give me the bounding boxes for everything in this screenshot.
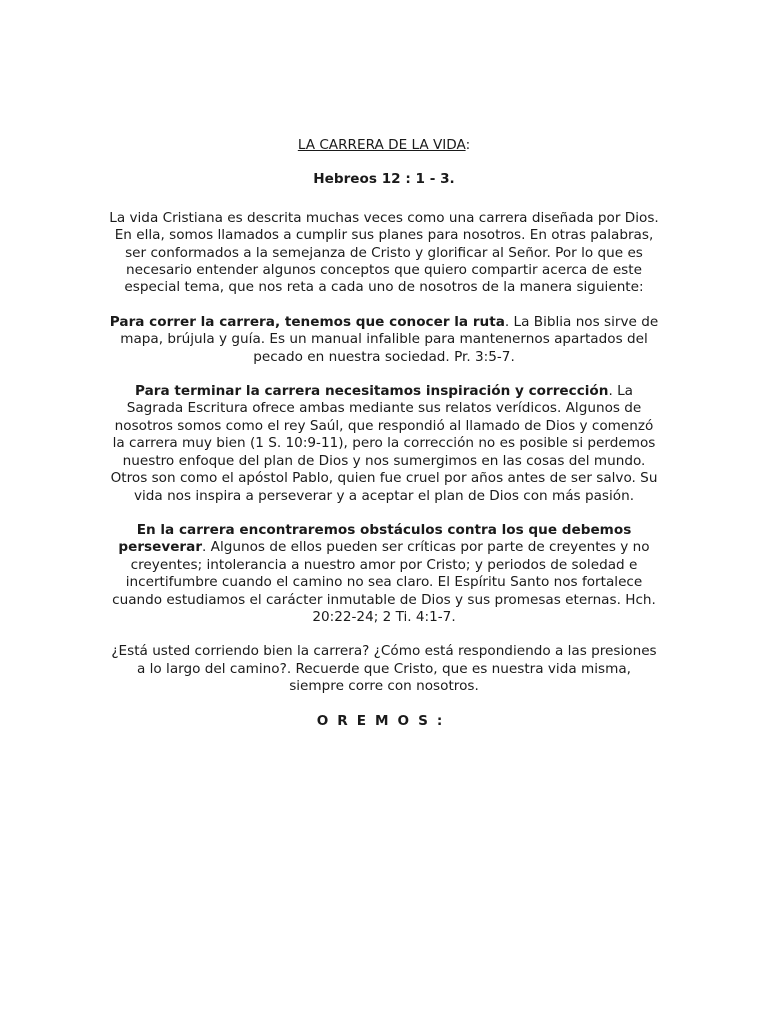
point-heading-2: Para terminar la carrera necesitamos inspiración y corrección	[135, 383, 609, 400]
title-text: LA CARRERA DE LA VIDA	[297, 137, 466, 153]
document-title	[108, 137, 660, 154]
point-paragraph-2	[108, 383, 660, 505]
closing-paragraph: ¿Está usted corriendo bien la carrera? ¿Cómo está respondiendo a las presiones a lo largo del camino?. Recuerde que Cristo, que es nuestra vida misma, siempre corre con nosotros.	[111, 643, 657, 695]
point-paragraph-1	[108, 314, 660, 366]
intro-paragraph: La vida Cristiana es descrita muchas veces como una carrera diseñada por Dios. En ella, somos llamados a cumplir sus planes para nosotros. En otras palabras, ser conformados a la semejanza de Cristo y glorificar al Señor. Por lo que es necesario entender algunos conceptos que quiero compartir acerca de este especial tema, que nos reta a cada uno de nosotros de la manera siguiente:	[109, 209, 659, 296]
prayer-heading: OREMOS:	[316, 712, 452, 729]
scripture-reference: Hebreos 12 : 1 - 3.	[313, 171, 455, 188]
point-heading-1: Para correr la carrera, tenemos que conocer la ruta	[109, 313, 505, 330]
document-page	[108, 137, 660, 730]
point-body-1: . La Biblia nos sirve de mapa, brújula y guía. Es un manual infalible para mantenernos apartados del pecado en nuestra sociedad. Pr. 3:5-7.	[120, 313, 659, 365]
point-heading-3: En la carrera encontraremos obstáculos contra los que debemos perseverar	[118, 521, 632, 556]
point-body-3: . Algunos de ellos pueden ser críticas por parte de creyentes y no creyentes; intolerancia a nuestro amor por Cristo; y periodos de soledad e incertifumbre cuando el camino no sea claro. El Espíritu Santo nos fortalece cuando estudiamos el carácter inmutable de Dios y sus promesas eternas. Hch. 20:22-24; 2 Ti. 4:1-7.	[112, 539, 656, 625]
point-paragraph-3	[108, 522, 660, 626]
title-colon: :	[465, 137, 471, 153]
point-body-2: . La Sagrada Escritura ofrece ambas mediante sus relatos verídicos. Algunos de nosotros somos como el rey Saúl, que respondió al llamado de Dios y comenzó la carrera muy bien (1 S. 10:9-11), pero la corrección no es posible si perdemos nuestro enfoque del plan de Dios y nos sumergimos en las cosas del mundo. Otros son como el apóstol Pablo, quien fue cruel por años antes de ser salvo. Su vida nos inspira a perseverar y a aceptar el plan de Dios con más pasión.	[110, 383, 658, 504]
